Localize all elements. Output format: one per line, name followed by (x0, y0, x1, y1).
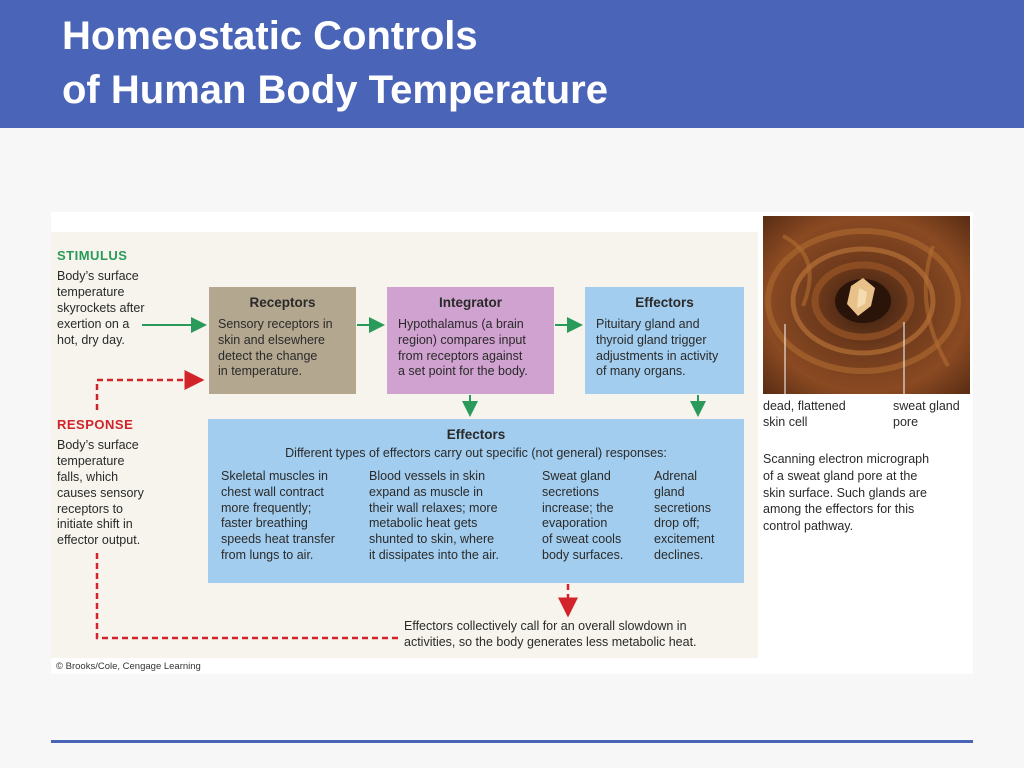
footer-rule (51, 740, 973, 743)
integrator-text: Hypothalamus (a brain region) compares input from receptors against a set point for the body. (398, 317, 528, 379)
response-line-1: Body’s surface (57, 438, 139, 452)
outcome-line-1: Effectors collectively call for an overall slowdown in (404, 619, 687, 633)
stimulus-heading: STIMULUS (57, 248, 128, 263)
micrograph-caption: Scanning electron micrograph of a sweat gland pore at the skin surface. Such glands are among the effectors for this control pathway. (763, 452, 930, 534)
effectors-big-subtitle: Different types of effectors carry out specific (not general) responses: (285, 446, 667, 460)
effectors-col-2: Blood vessels in skin expand as muscle in their wall relaxes; more metabolic heat gets shunted to skin, where it dissipates into the air. (369, 469, 499, 562)
response-line-3: falls, which (57, 470, 119, 484)
slide-title-line-2: of Human Body Temperature (62, 68, 608, 112)
slide-title-line-1: Homeostatic Controls (62, 14, 478, 58)
response-line-5: receptors to (57, 502, 124, 516)
stimulus-line-5: hot, dry day. (57, 333, 125, 347)
effectors-col-3: Sweat gland secretions increase; the evaporation of sweat cools body surfaces. (542, 469, 624, 562)
micrograph-label-left: dead, flattened skin cell (763, 399, 846, 429)
integrator-title: Integrator (438, 295, 502, 310)
micrograph-label-right: sweat gland pore (893, 399, 960, 429)
stimulus-line-1: Body’s surface (57, 269, 139, 283)
copyright-credit: © Brooks/Cole, Cengage Learning (56, 661, 201, 672)
effectors-col-1: Skeletal muscles in chest wall contract more frequently; faster breathing speeds heat transfer from lungs to air. (221, 469, 335, 562)
response-line-6: initiate shift in (57, 517, 133, 531)
receptors-text: Sensory receptors in skin and elsewhere detect the change in temperature. (218, 317, 333, 379)
effectors-col-4: Adrenal gland secretions drop off; excitement declines. (654, 469, 715, 562)
effectors-top-text: Pituitary gland and thyroid gland trigger adjustments in activity of many organs. (596, 317, 719, 379)
response-heading: RESPONSE (57, 417, 134, 432)
response-line-2: temperature (57, 454, 125, 468)
stimulus-line-4: exertion on a (57, 317, 130, 331)
stimulus-line-2: temperature (57, 285, 125, 299)
arrow-response-to-receptors (97, 380, 202, 410)
effectors-top-title: Effectors (635, 295, 694, 310)
effectors-big-title: Effectors (446, 427, 506, 442)
receptors-title: Receptors (249, 295, 316, 310)
response-line-7: effector output. (57, 533, 141, 547)
response-line-4: causes sensory (57, 486, 144, 500)
arrow-feedback-loop (97, 552, 398, 638)
stimulus-line-3: skyrockets after (57, 301, 145, 315)
outcome-line-2: activities, so the body generates less metabolic heat. (404, 635, 697, 649)
sweat-gland-micrograph (763, 216, 970, 394)
